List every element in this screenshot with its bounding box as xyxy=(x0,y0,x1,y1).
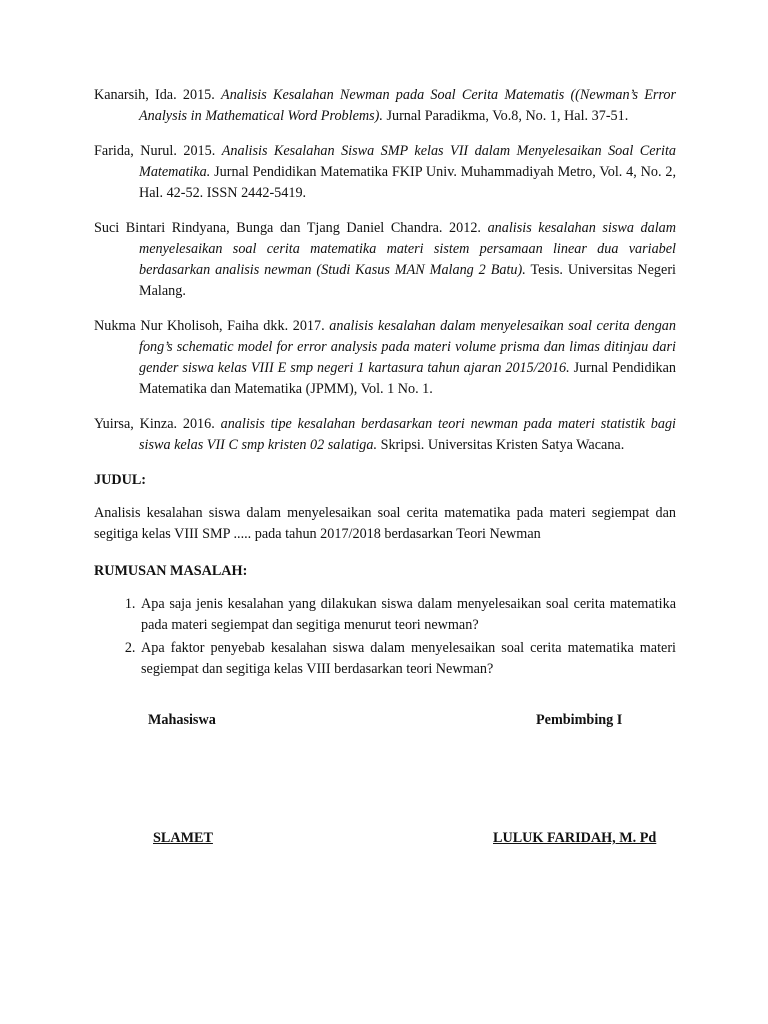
reference-entry xyxy=(94,316,676,400)
judul-text: Analisis kesalahan siswa dalam menyelesaikan soal cerita matematika pada materi segiempat dan segitiga kelas VIII SMP ..... pada tahun 2017/2018 berdasarkan Teori Newman xyxy=(94,505,676,542)
pembimbing-label: Pembimbing I xyxy=(536,712,623,728)
reference-source: Jurnal Pendidikan Matematika dan Matematika (JPMM), Vol. 1 No. 1. xyxy=(139,360,677,397)
reference-entry xyxy=(94,85,676,127)
judul-heading: JUDUL: xyxy=(94,472,147,488)
reference-author-year: Kanarsih, Ida. 2015. xyxy=(94,87,215,103)
reference-author-year: Farida, Nurul. 2015. xyxy=(94,143,216,159)
reference-title: analisis kesalahan dalam menyelesaikan soal cerita dengan fong’s schematic model for error analysis pada materi volume prisma dan limas ditinjau dari gender siswa kelas VIII E smp negeri 1 kartasura tahun ajaran 2015/2016. xyxy=(139,318,676,376)
reference-source: Skripsi. Universitas Kristen Satya Wacana. xyxy=(380,437,625,453)
rumusan-list xyxy=(94,594,676,680)
reference-title: Analisis Kesalahan Siswa SMP kelas VII dalam Menyelesaikan Soal Cerita Matematika. xyxy=(139,143,676,180)
reference-title: analisis tipe kesalahan berdasarkan teori newman pada materi statistik bagi siswa kelas VII C smp kristen 02 salatiga. xyxy=(139,416,676,453)
pembimbing-name: LULUK FARIDAH, M. Pd xyxy=(493,830,657,846)
reference-entry xyxy=(94,414,676,456)
mahasiswa-label: Mahasiswa xyxy=(148,712,216,728)
reference-entry xyxy=(94,218,676,302)
reference-entry xyxy=(94,141,676,204)
reference-title: analisis kesalahan siswa dalam menyelesaikan soal cerita matematika materi sistem persamaan linear dua variabel berdasarkan analisis newman (Studi Kasus MAN Malang 2 Batu). xyxy=(139,220,677,278)
reference-source: Jurnal Pendidikan Matematika FKIP Univ. Muhammadiyah Metro, Vol. 4, No. 2, Hal. 42-52. ISSN 2442-5419. xyxy=(139,164,676,201)
reference-list xyxy=(94,85,676,456)
rumusan-item: 1. Apa saja jenis kesalahan yang dilakukan siswa dalam menyelesaikan soal cerita matematika pada materi segiempat dan segitiga menurut teori newman? xyxy=(139,594,676,636)
reference-title: Analisis Kesalahan Newman pada Soal Cerita Matematis ((Newman’s Error Analysis in Mathematical Word Problems). xyxy=(139,87,677,124)
reference-author-year: Suci Bintari Rindyana, Bunga dan Tjang Daniel Chandra. 2012. xyxy=(94,220,481,236)
reference-author-year: Yuirsa, Kinza. 2016. xyxy=(94,416,215,432)
mahasiswa-name: SLAMET xyxy=(153,830,213,846)
document-body xyxy=(94,85,676,682)
reference-author-year: Nukma Nur Kholisoh, Faiha dkk. 2017. xyxy=(94,318,325,334)
rumusan-heading: RUMUSAN MASALAH: xyxy=(94,563,248,579)
rumusan-item: 2. Apa faktor penyebab kesalahan siswa dalam menyelesaikan soal cerita matematika materi segiempat dan segitiga kelas VIII berdasarkan teori Newman? xyxy=(139,638,676,680)
reference-source: Tesis. Universitas Negeri Malang. xyxy=(139,262,676,299)
reference-source: Jurnal Paradikma, Vo.8, No. 1, Hal. 37-51. xyxy=(386,108,629,124)
